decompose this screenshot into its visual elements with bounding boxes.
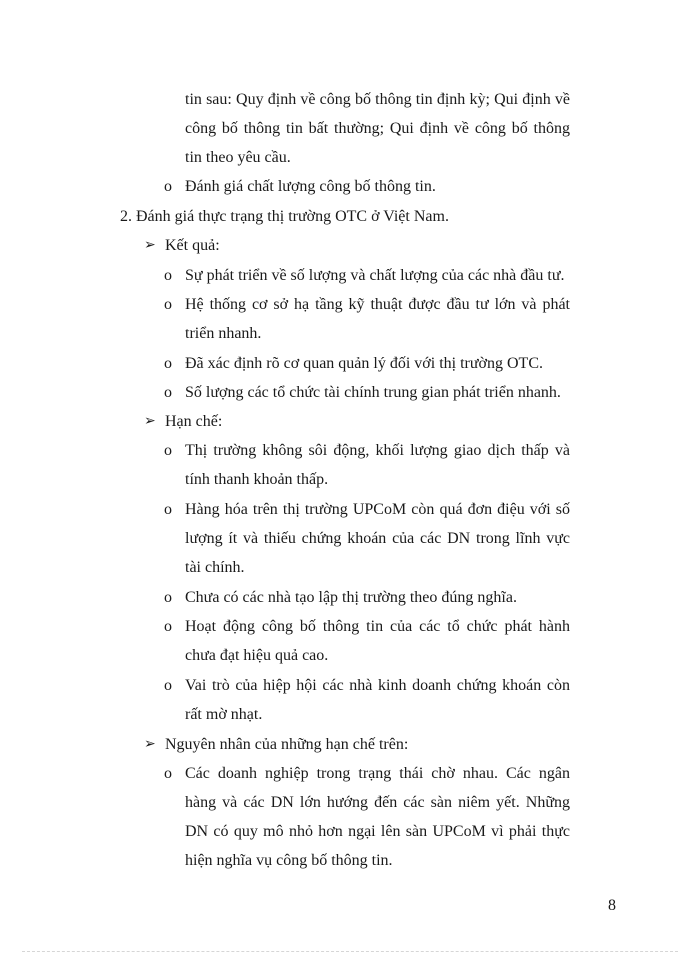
list-item: Vai trò của hiệp hội các nhà kinh doanh chứng khoán còn (185, 677, 570, 694)
circle-bullet-icon: o (164, 355, 172, 372)
list-item: Hệ thống cơ sở hạ tầng kỹ thuật được đầu tư lớn và phát (185, 296, 570, 313)
circle-bullet-icon: o (164, 442, 172, 459)
arrow-bullet-icon: ➢ (144, 737, 156, 752)
list-item-continuation: tính thanh khoản thấp. (185, 471, 329, 488)
circle-bullet-icon: o (164, 618, 172, 635)
circle-bullet-icon: o (164, 765, 172, 782)
list-item-continuation: rất mờ nhạt. (185, 706, 263, 723)
page-bottom-divider (22, 951, 678, 952)
circle-bullet-icon: o (164, 384, 172, 401)
circle-bullet-icon: o (164, 296, 172, 313)
list-item: Sự phát triển về số lượng và chất lượng của các nhà đầu tư. (185, 267, 565, 284)
circle-bullet-icon: o (164, 677, 172, 694)
paragraph-line: tin theo yêu cầu. (185, 149, 291, 166)
list-item: Hàng hóa trên thị trường UPCoM còn quá đơn điệu với số (185, 501, 570, 518)
section-heading: 2. Đánh giá thực trạng thị trường OTC ở Việt Nam. (120, 208, 449, 225)
circle-bullet-icon: o (164, 178, 172, 195)
list-item: Chưa có các nhà tạo lập thị trường theo đúng nghĩa. (185, 589, 517, 606)
circle-bullet-icon: o (164, 501, 172, 518)
list-item: Thị trường không sôi động, khối lượng giao dịch thấp và (185, 442, 570, 459)
list-item-continuation: triển nhanh. (185, 325, 262, 342)
list-item-continuation: tài chính. (185, 559, 245, 576)
list-item: Đã xác định rõ cơ quan quản lý đối với thị trường OTC. (185, 355, 543, 372)
list-item-continuation: DN có quy mô nhỏ hơn ngại lên sàn UPCoM vì phải thực (185, 823, 570, 840)
arrow-bullet-icon: ➢ (144, 414, 156, 429)
arrow-bullet-icon: ➢ (144, 238, 156, 253)
list-item-continuation: lượng ít và thiếu chứng khoán của các DN trong lĩnh vực (185, 530, 570, 547)
subsection-heading: Kết quả: (165, 237, 220, 254)
list-item-continuation: hiện nghĩa vụ công bố thông tin. (185, 852, 393, 869)
page-number: 8 (608, 897, 616, 914)
subsection-heading: Hạn chế: (165, 413, 223, 430)
list-item: Các doanh nghiệp trong trạng thái chờ nhau. Các ngân (185, 765, 570, 782)
subsection-heading: Nguyên nhân của những hạn chế trên: (165, 736, 409, 753)
list-item: Số lượng các tổ chức tài chính trung gian phát triển nhanh. (185, 384, 561, 401)
circle-bullet-icon: o (164, 267, 172, 284)
list-item: Đánh giá chất lượng công bố thông tin. (185, 178, 436, 195)
paragraph-line: tin sau: Quy định về công bố thông tin định kỳ; Qui định về (185, 91, 570, 108)
list-item-continuation: hàng và các DN lớn hướng đến các sàn niêm yết. Những (185, 794, 570, 811)
paragraph-line: công bố thông tin bất thường; Qui định về công bố thông (185, 120, 570, 137)
list-item: Hoạt động công bố thông tin của các tổ chức phát hành (185, 618, 570, 635)
list-item-continuation: chưa đạt hiệu quả cao. (185, 647, 329, 664)
circle-bullet-icon: o (164, 589, 172, 606)
